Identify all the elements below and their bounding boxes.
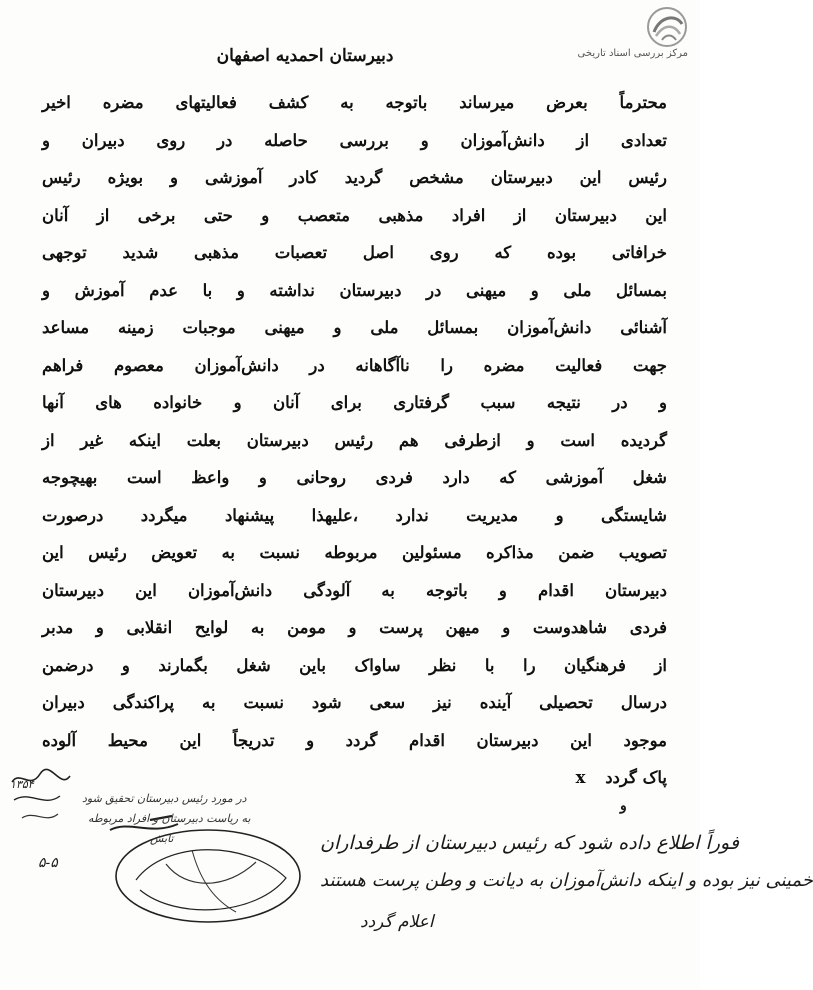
body-line: درسال تحصیلی آینده نیز سعی شود نسبت به پراکندگی دبیران [42, 693, 667, 712]
handwritten-note-main: خمینی نیز بوده و اینکه دانش‌آموزان به دیانت و وطن پرست هستند [320, 870, 813, 891]
body-line: شغل آموزشی که دارد فردی روحانی و واعظ است بهیچوجه [42, 468, 667, 487]
document-body [42, 84, 667, 797]
body-line: و در نتیجه سبب گرفتاری برای آنان و خانواده های آنها [42, 393, 667, 412]
body-line: بمسائل ملی و میهنی در دبیرستان نداشته و با عدم آموزش و [42, 280, 667, 300]
body-line: گردیده است و ازطرفی هم رئیس دبیرستان بعلت اینکه غیر از [42, 430, 667, 450]
body-line: محترماً بعرض میرساند باتوجه به کشف فعالیتهای مضره اخیر [42, 93, 667, 112]
document-title: دبیرستان احمدیه اصفهان [216, 46, 394, 66]
archive-logo-text: مرکز بررسی اسناد تاریخی [577, 48, 688, 59]
body-line: موجود این دبیرستان اقدام گردد و تدریجاً این محیط آلوده [42, 730, 667, 750]
body-line: تصویب ضمن مذاکره مسئولین مربوطه نسبت به تعویض رئیس این [42, 543, 667, 562]
handwritten-note-main: اعلام گردد [360, 912, 434, 932]
handwritten-note-small: به ریاست دبیرستان و افراد مربوطه [88, 812, 251, 825]
body-line: جهت فعالیت مضره را ناآگاهانه در دانش‌آموزان معصوم فراهم [42, 355, 667, 375]
handwritten-numbers: ۵-۵ [38, 855, 58, 871]
body-line: فردی شاهدوست و میهن پرست و مومن به لوایح انقلابی و مدبر [42, 618, 667, 637]
handwritten-mark: و [620, 798, 627, 814]
handwritten-note-small: در مورد رئیس دبیرستان تحقیق شود [82, 792, 247, 805]
body-line: رئیس این دبیرستان مشخص گردید کادر آموزشی و بویژه رئیس [42, 168, 667, 187]
handwritten-note-main: فوراً اطلاع داده شود که رئیس دبیرستان از طرفداران [320, 832, 739, 854]
body-line: تعدادی از دانش‌آموزان و بررسی حاصله در روی دبیران و [42, 130, 667, 150]
body-line: خرافاتی بوده که روی اصل تعصبات مذهبی شدید توجهی [42, 243, 667, 262]
line-end-mark: x [575, 768, 586, 787]
body-line: دبیرستان اقدام و باتوجه به آلودگی دانش‌آموزان این دبیرستان [42, 580, 667, 600]
body-line-final [42, 759, 667, 797]
body-line: آشنائی دانش‌آموزان بمسائل ملی و میهنی موجبات زمینه مساعد [42, 318, 667, 337]
body-line: این دبیرستان از افراد مذهبی متعصب و حتی برخی از آنان [42, 205, 667, 225]
body-line: از فرهنگیان را با نظر ساواک باین شغل بگمارند و درضمن [42, 655, 667, 675]
archive-logo-icon [646, 6, 688, 48]
body-line-text: پاک گردد [605, 768, 667, 787]
handwritten-note-small: ۱۳۵۴ [10, 778, 34, 791]
signature-seal [96, 820, 336, 940]
body-line: شایستگی و مدیریت ندارد ،علیهذا پیشنهاد میگردد درصورت [42, 505, 667, 525]
handwritten-note-small: تابش [150, 832, 174, 845]
